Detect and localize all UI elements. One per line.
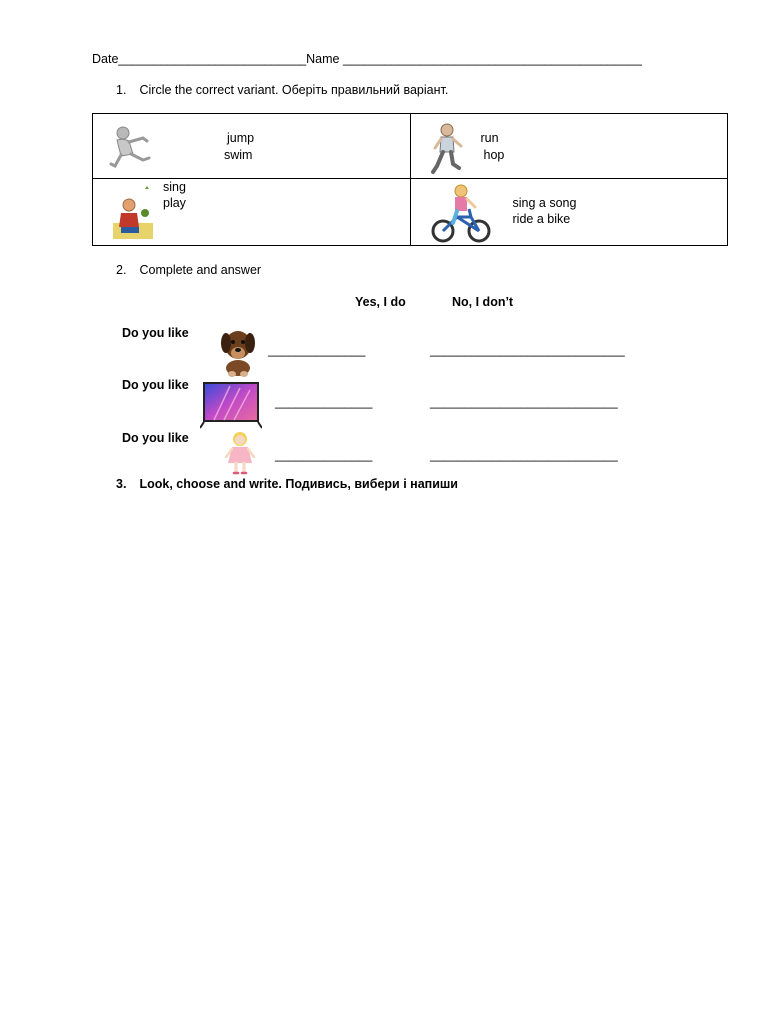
answer-blank-no[interactable]: ___________________________ <box>430 448 618 462</box>
date-blank[interactable]: ___________________________ <box>118 52 307 66</box>
exercise-2-heading <box>116 263 261 277</box>
name-blank[interactable]: ___________________________________________ <box>342 52 642 66</box>
answer-blank-yes[interactable]: ______________ <box>268 343 366 357</box>
boy-running-icon <box>429 122 465 176</box>
tv-icon <box>200 380 262 430</box>
exercise-3-instruction: Look, choose and write. Подивись, вибери і напиши <box>139 477 458 491</box>
girl-riding-bike-icon <box>425 181 505 245</box>
option-sing[interactable]: sing <box>163 180 186 194</box>
exercise-2-number: 2. <box>116 263 127 277</box>
option-swim[interactable]: swim <box>224 148 253 162</box>
answer-blank-yes[interactable]: ______________ <box>275 448 373 462</box>
child-playing-icon <box>111 183 155 241</box>
option-ride-a-bike[interactable]: ride a bike <box>512 212 571 226</box>
date-label: Date <box>92 52 119 66</box>
question-label: Do you like <box>122 326 189 340</box>
answer-blank-no[interactable]: ____________________________ <box>430 343 625 357</box>
exercise-2-instruction: Complete and answer <box>139 263 262 277</box>
exercise-1-heading <box>116 83 448 97</box>
doll-icon <box>224 431 256 475</box>
answer-blank-yes[interactable]: ______________ <box>275 395 373 409</box>
exercise-3-number: 3. <box>116 477 127 491</box>
column-yes: Yes, I do <box>355 295 406 309</box>
option-play[interactable]: play <box>163 196 186 210</box>
question-label: Do you like <box>122 431 189 445</box>
exercise-3-heading <box>116 477 458 491</box>
exercise-1-number: 1. <box>116 83 127 97</box>
exercise-1-cell <box>410 179 728 246</box>
exercise-1-cell <box>93 179 411 246</box>
exercise-1-instruction: Circle the correct variant. Оберіть правильний варіант. <box>139 83 449 97</box>
header-line <box>92 52 642 66</box>
column-no: No, I don’t <box>452 295 514 309</box>
exercise-1-cell <box>410 114 728 179</box>
name-label: Name <box>306 52 340 66</box>
exercise-1-cell <box>93 114 411 179</box>
option-run[interactable]: run <box>480 131 499 145</box>
puppy-icon <box>218 323 258 377</box>
option-jump[interactable]: jump <box>227 131 255 145</box>
option-hop[interactable]: hop <box>483 148 505 162</box>
answer-blank-no[interactable]: ___________________________ <box>430 395 618 409</box>
question-label: Do you like <box>122 378 189 392</box>
option-sing-a-song[interactable]: sing a song <box>512 196 577 210</box>
exercise-1-table <box>92 113 728 246</box>
child-jumping-icon <box>107 124 153 170</box>
